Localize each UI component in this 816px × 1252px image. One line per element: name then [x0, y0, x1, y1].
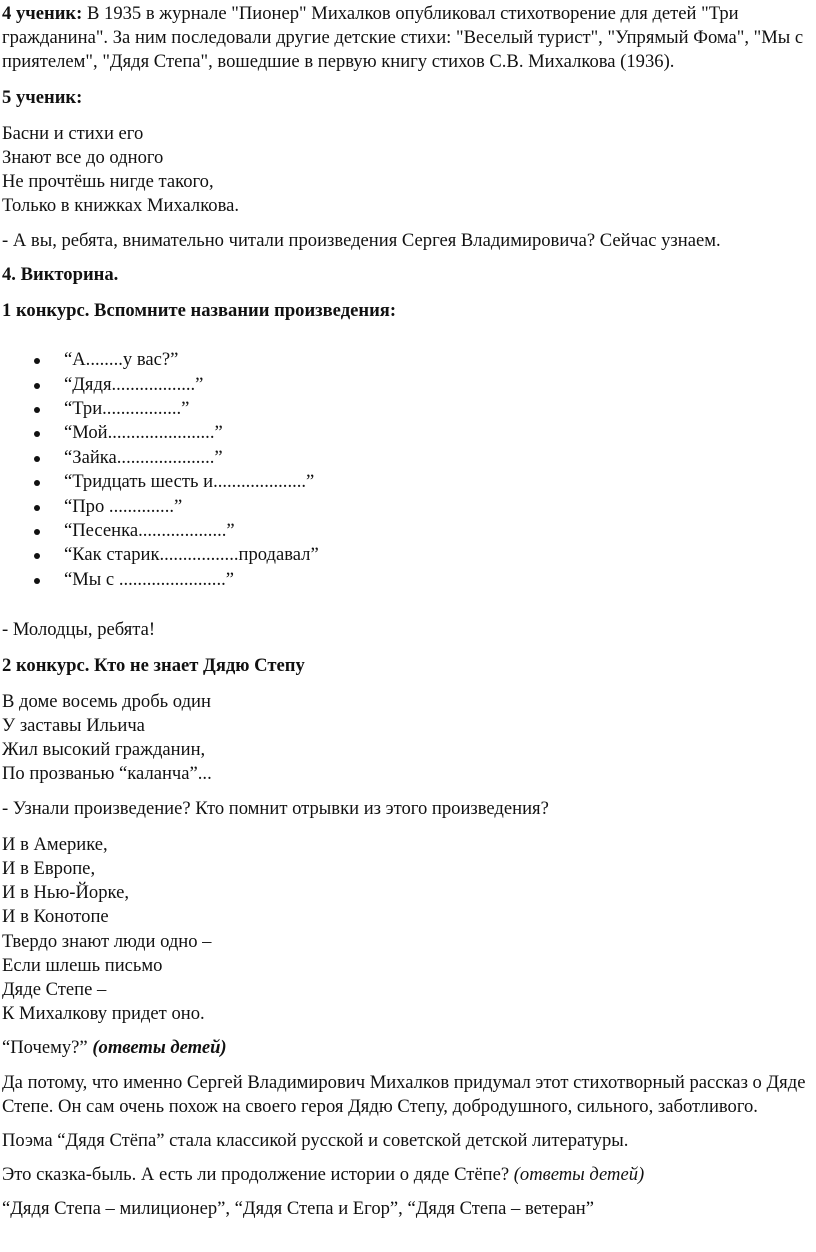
poem-line: И в Конотопе — [2, 906, 109, 928]
contest-1-list — [2, 348, 810, 592]
list-item: “Мы с .......................” — [2, 568, 810, 592]
fable-poem — [2, 122, 810, 219]
classic-paragraph: Поэма “Дядя Стёпа” стала классикой русской и советской детской литературы. — [2, 1129, 629, 1151]
list-item: “А........у вас?” — [2, 348, 810, 372]
poem-line: И в Нью-Йорке, — [2, 882, 129, 904]
poem-line: По прозванью “каланча”... — [2, 763, 212, 785]
poem-line: Жил высокий гражданин, — [2, 739, 206, 761]
poem-line: К Михалкову придет оно. — [2, 1003, 205, 1025]
list-item: “Дядя..................” — [2, 373, 810, 397]
poem-line: Басни и стихи его — [2, 122, 144, 144]
contest-2-heading — [2, 654, 810, 678]
list-item: “Тридцать шесть и....................” — [2, 470, 810, 494]
student-5-label-text: 5 ученик: — [2, 86, 83, 108]
uncle-styopa-poem — [2, 690, 810, 787]
question-read-works: - А вы, ребята, внимательно читали произведения Сергея Владимировича? Сейчас узнаем. — [2, 229, 721, 251]
poem-line: У заставы Ильича — [2, 714, 145, 736]
poem-line: И в Европе, — [2, 857, 96, 879]
question-recognized: - Узнали произведение? Кто помнит отрывки из этого произведения? — [2, 797, 549, 819]
answer-paragraph: Да потому, что именно Сергей Владимирович Михалков придумал этот стихотворный рассказ о Дяде Степе. Он сам очень похож на своего героя Дядю Степу, добродушного, сильного, заботливого. — [2, 1071, 806, 1117]
contest-2-heading-text: 2 конкурс. Кто не знает Дядю Степу — [2, 654, 305, 676]
student-4-label: 4 ученик: — [2, 3, 83, 24]
poem-line: Если шлешь письмо — [2, 954, 163, 976]
contest-1-heading-text: 1 конкурс. Вспомните названии произведения: — [2, 300, 397, 322]
america-poem — [2, 833, 810, 1027]
sequel-titles: “Дядя Степа – милиционер”, “Дядя Степа и Егор”, “Дядя Степа – ветеран” — [2, 1198, 595, 1220]
children-answers-note: (ответы детей) — [92, 1037, 227, 1059]
poem-line: Твердо знают люди одно – — [2, 930, 212, 952]
document-page — [0, 2, 816, 1252]
list-item: “Как старик.................продавал” — [2, 543, 810, 567]
list-item: “Зайка.....................” — [2, 446, 810, 470]
poem-line: Дяде Степе – — [2, 978, 107, 1000]
poem-line: Только в книжках Михалкова. — [2, 195, 240, 217]
contest-1-heading — [2, 299, 810, 323]
student-5-label — [2, 86, 810, 110]
list-item: “Про ..............” — [2, 495, 810, 519]
quiz-heading — [2, 263, 810, 287]
student-4-text: В 1935 в журнале "Пионер" Михалков опубликовал стихотворение для детей "Три гражданина". За ним последовали другие детские стихи: "Веселый турист", "Упрямый Фома", "Мы с приятелем", "Дядя Степа", вошедшие в первую книгу стихов С.В. Михалкова (1936). — [2, 3, 804, 73]
children-answers-note: (ответы детей) — [513, 1164, 645, 1186]
sequel-question — [2, 1163, 810, 1187]
list-item: “Песенка...................” — [2, 519, 810, 543]
poem-line: Не прочтёшь нигде такого, — [2, 171, 214, 193]
list-item: “Мой.......................” — [2, 421, 810, 445]
student-4-paragraph — [2, 2, 810, 75]
poem-line: И в Америке, — [2, 833, 108, 855]
why-text: “Почему?” — [2, 1037, 93, 1059]
quiz-heading-text: 4. Викторина. — [2, 263, 119, 285]
poem-line: В доме восемь дробь один — [2, 690, 211, 712]
poem-line: Знают все до одного — [2, 147, 164, 169]
why-question — [2, 1036, 810, 1060]
praise-text: - Молодцы, ребята! — [2, 619, 156, 641]
list-item: “Три.................” — [2, 397, 810, 421]
sequel-text: Это сказка-быль. А есть ли продолжение истории о дяде Стёпе? — [2, 1164, 514, 1186]
